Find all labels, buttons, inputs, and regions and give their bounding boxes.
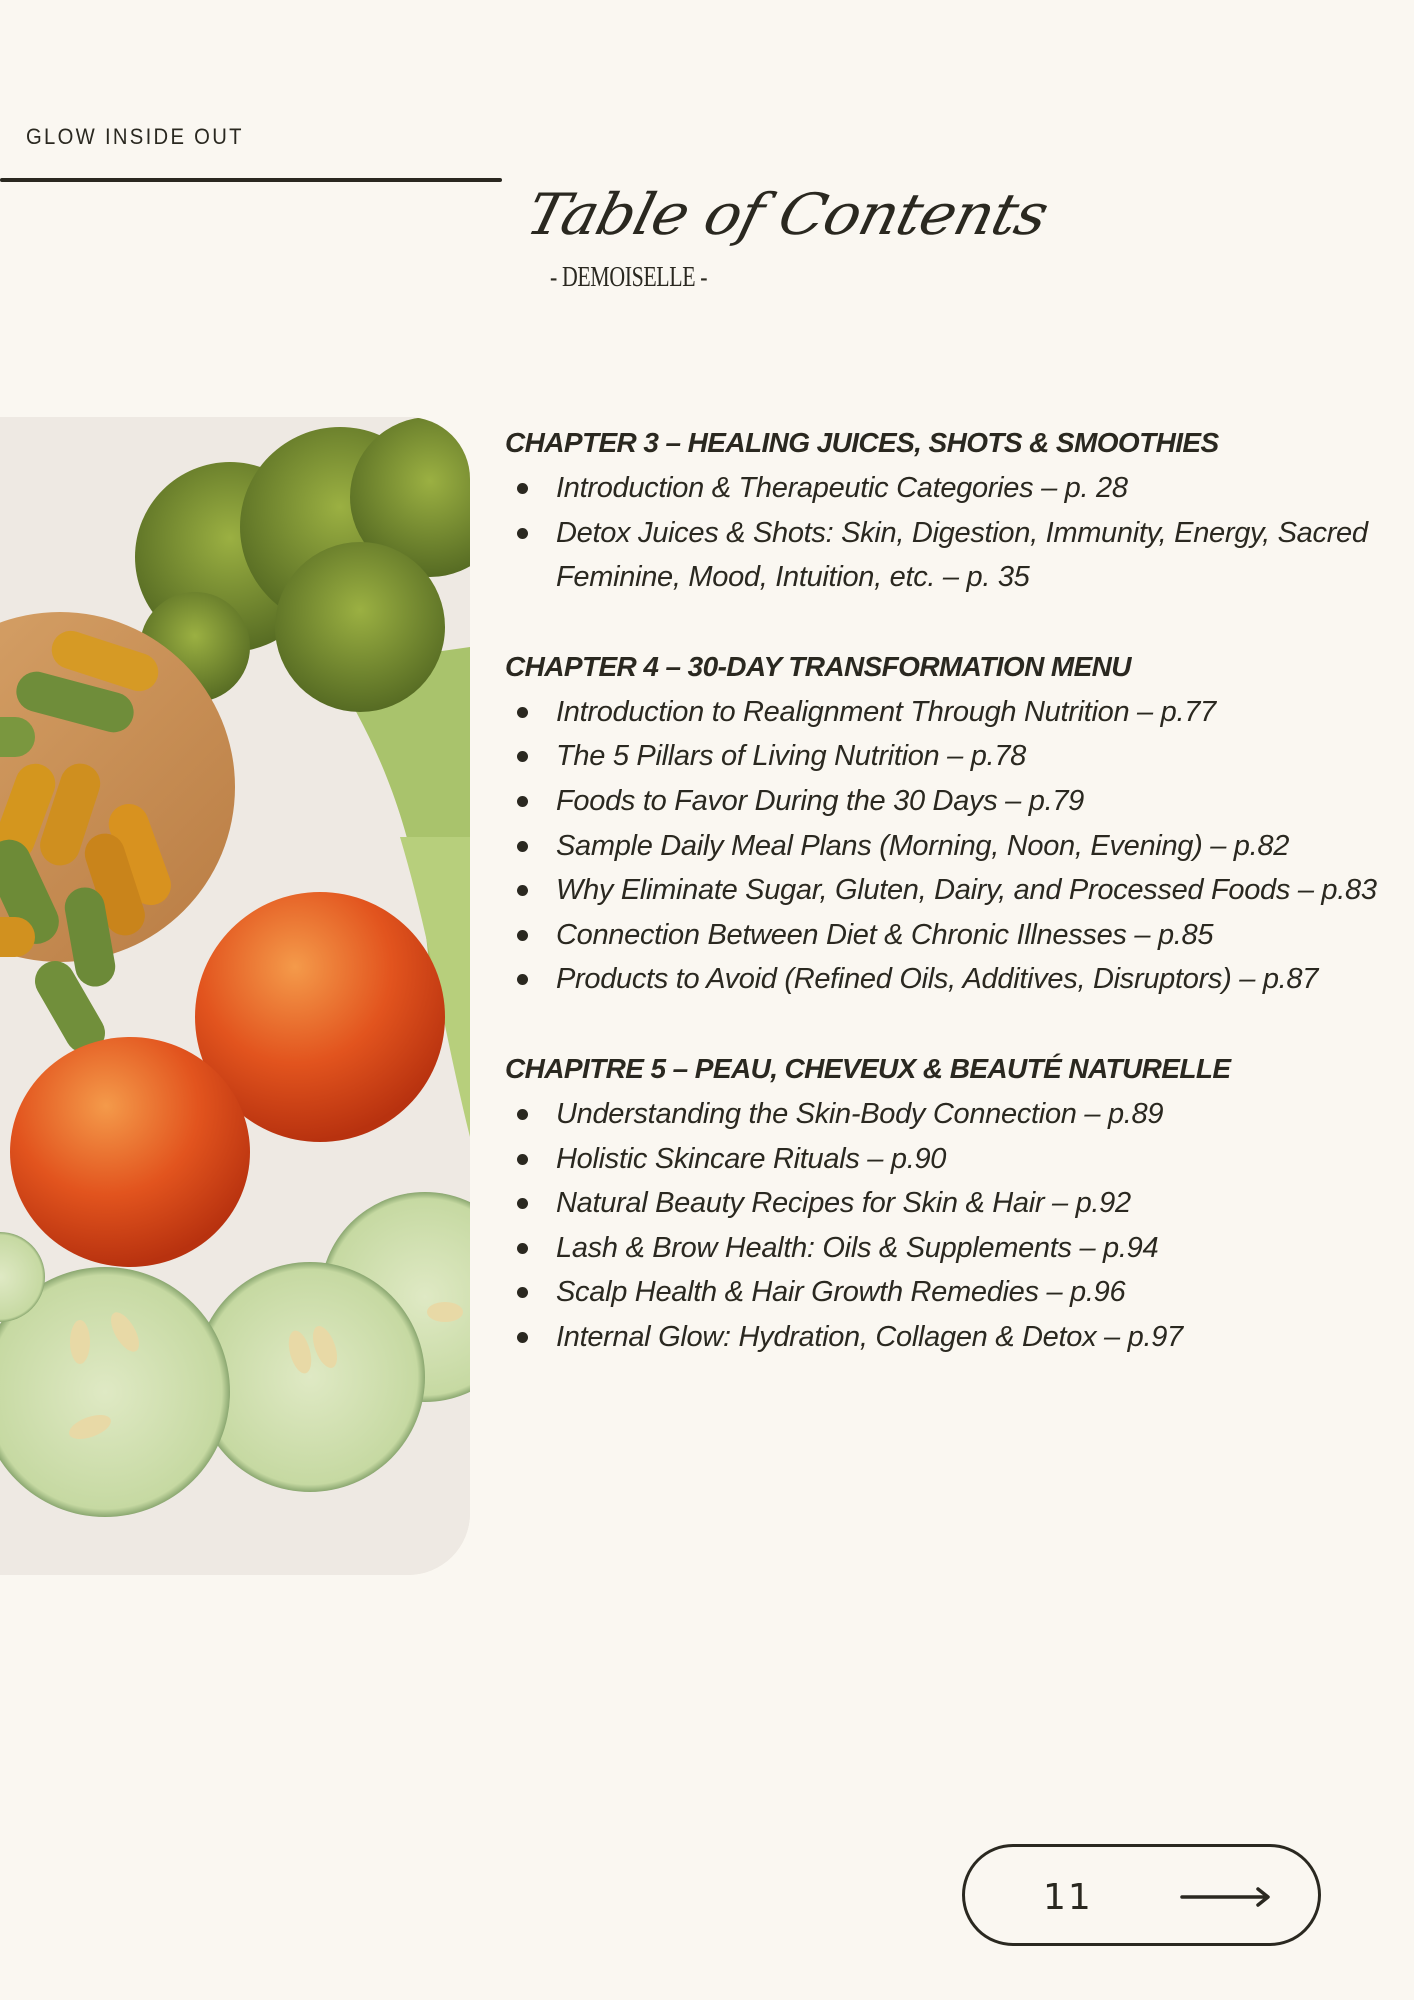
toc-entry[interactable] (505, 957, 1385, 1002)
chapter-items (505, 690, 1385, 1002)
next-page-button[interactable] (962, 1844, 1321, 1946)
chapter-heading: CHAPITRE 5 – PEAU, CHEVEUX & BEAUTÉ NATURELLE (505, 1052, 1231, 1084)
bullet-icon (517, 707, 528, 718)
toc-entry[interactable] (505, 1137, 1385, 1182)
toc-entry-label: Introduction & Therapeutic Categories – p. 28 (556, 472, 1128, 504)
bullet-icon (517, 751, 528, 762)
chapter-items (505, 1092, 1385, 1360)
toc-entry[interactable] (505, 1226, 1385, 1271)
bullet-icon (517, 841, 528, 852)
toc-entry[interactable] (505, 1092, 1385, 1137)
arrow-right-icon (1180, 1885, 1272, 1909)
toc-entry-label: Understanding the Skin-Body Connection – p.89 (556, 1097, 1164, 1130)
toc-entry-label: Products to Avoid (Refined Oils, Additives, Disruptors) – p.87 (556, 963, 1319, 996)
toc-entry[interactable] (505, 734, 1385, 779)
bullet-icon (517, 1243, 528, 1254)
chapter-heading: CHAPTER 4 – 30-DAY TRANSFORMATION MENU (505, 650, 1131, 682)
toc-entry-label: Connection Between Diet & Chronic Illnesses – p.85 (556, 918, 1214, 951)
brand-label: GLOW INSIDE OUT (26, 124, 244, 149)
toc-entry[interactable] (505, 1315, 1385, 1360)
chapter-heading: CHAPTER 3 – HEALING JUICES, SHOTS & SMOOTHIES (505, 427, 1219, 458)
bullet-icon (517, 483, 528, 494)
food-photo (0, 417, 470, 1575)
toc-entry-label: Scalp Health & Hair Growth Remedies – p.96 (556, 1276, 1126, 1309)
toc-entry-label: Holistic Skincare Rituals – p.90 (556, 1142, 947, 1175)
bullet-icon (517, 1154, 528, 1165)
toc-entry-label: Why Eliminate Sugar, Gluten, Dairy, and Processed Foods – p.83 (556, 874, 1377, 907)
bullet-icon (517, 1198, 528, 1209)
toc-entry-label: Introduction to Realignment Through Nutrition – p.77 (556, 695, 1216, 728)
toc-entry[interactable] (505, 511, 1385, 600)
bullet-icon (517, 1287, 528, 1298)
header-divider (0, 178, 502, 182)
food-photo-illustration (0, 417, 470, 1575)
table-of-contents (505, 420, 1385, 1404)
bullet-icon (517, 974, 528, 985)
toc-entry[interactable] (505, 779, 1385, 824)
toc-entry-label: Internal Glow: Hydration, Collagen & Detox – p.97 (556, 1320, 1183, 1353)
toc-entry-label: Sample Daily Meal Plans (Morning, Noon, Evening) – p.82 (556, 829, 1290, 862)
bullet-icon (517, 796, 528, 807)
bullet-icon (517, 1332, 528, 1343)
toc-entry[interactable] (505, 913, 1385, 958)
bullet-icon (517, 1109, 528, 1120)
bullet-icon (517, 930, 528, 941)
bullet-icon (517, 528, 528, 539)
page-number: 11 (1043, 1877, 1093, 1918)
toc-entry[interactable] (505, 1270, 1385, 1315)
toc-entry[interactable] (505, 1181, 1385, 1226)
page-title: Table of Contents (520, 181, 1055, 248)
toc-entry[interactable] (505, 690, 1385, 735)
chapter-items (505, 466, 1385, 600)
toc-entry-label: The 5 Pillars of Living Nutrition – p.78 (556, 740, 1026, 773)
toc-entry[interactable] (505, 868, 1385, 913)
toc-entry-label: Detox Juices & Shots: Skin, Digestion, Immunity, Energy, Sacred Feminine, Mood, Intuition, etc. – p. 35 (556, 516, 1368, 594)
toc-entry-label: Lash & Brow Health: Oils & Supplements – p.94 (556, 1231, 1159, 1264)
toc-entry[interactable] (505, 824, 1385, 869)
toc-entry[interactable] (505, 466, 1385, 511)
bullet-icon (517, 885, 528, 896)
toc-entry-label: Natural Beauty Recipes for Skin & Hair – p.92 (556, 1187, 1131, 1220)
toc-entry-label: Foods to Favor During the 30 Days – p.79 (556, 784, 1085, 817)
page-subtitle: - DEMOISELLE - (550, 262, 708, 293)
